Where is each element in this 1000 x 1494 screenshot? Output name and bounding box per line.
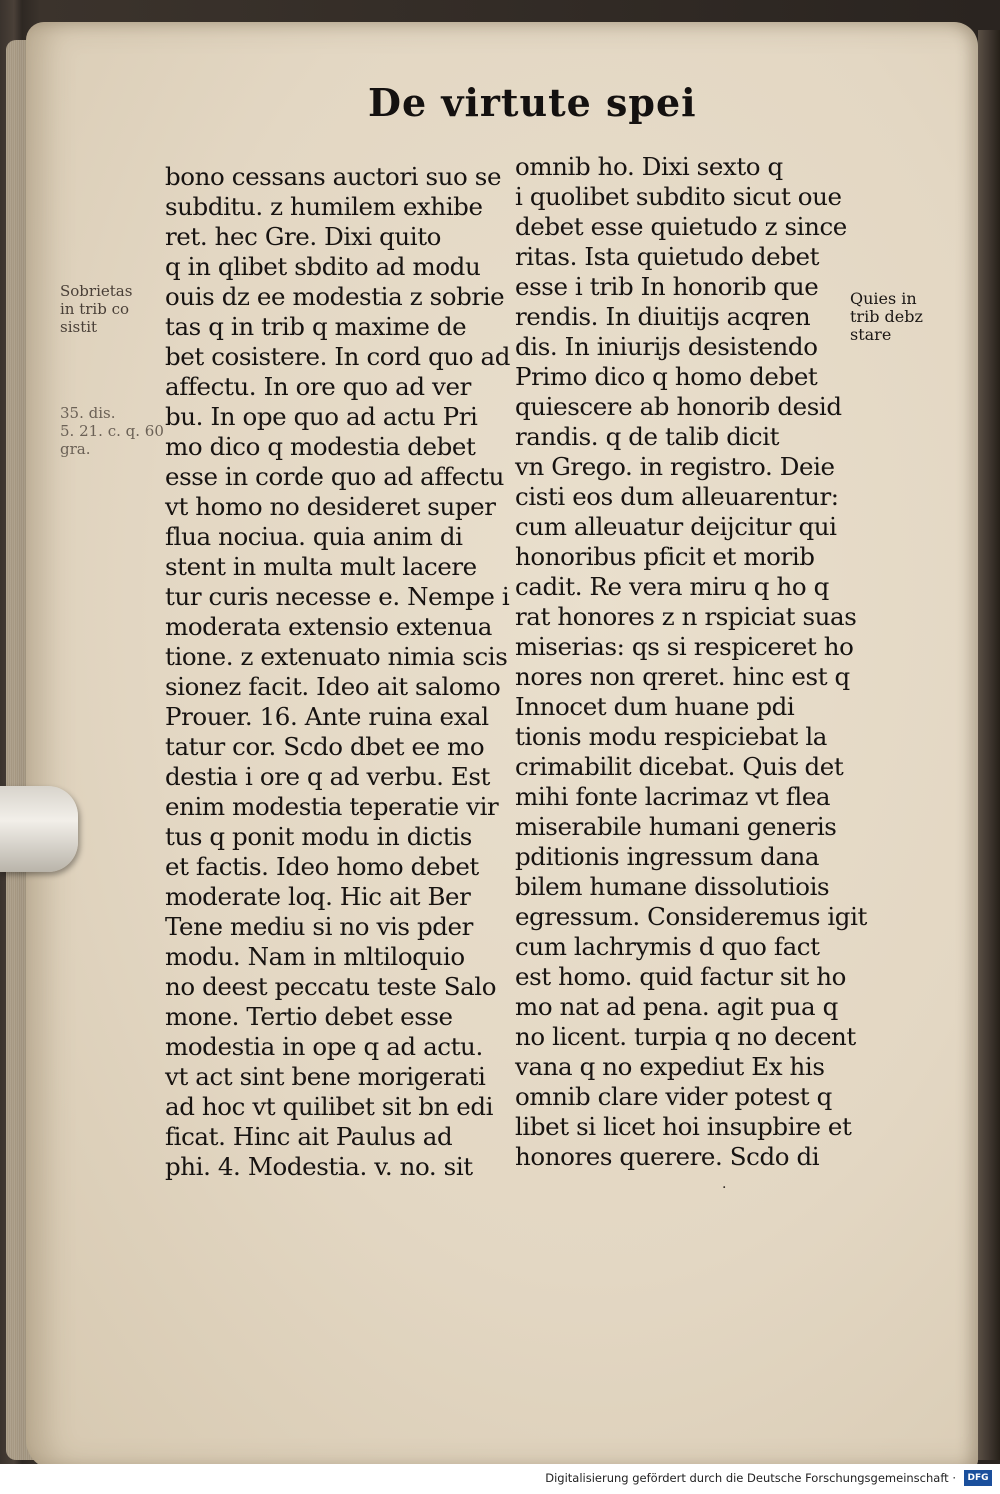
text-line: moderate loq. Hic ait Ber: [165, 882, 471, 911]
text-line: libet si licet hoi insupbire et: [515, 1112, 852, 1141]
text-line: Tene mediu si no vis pder: [165, 912, 473, 941]
text-line: ficat. Hinc ait Paulus ad: [165, 1122, 453, 1151]
text-line: bu. In ope quo ad actu Pri: [165, 402, 478, 431]
dfg-logo: DFG: [964, 1470, 992, 1486]
text-line: moderata extensio extenua: [165, 612, 492, 641]
text-line: bet cosistere. In cord quo ad: [165, 342, 510, 371]
text-line: dis. In iniurijs desistendo: [515, 332, 818, 361]
text-line: bilem humane dissolutiois: [515, 872, 830, 901]
margin-note-line: 5. 21. c. q. 60: [60, 422, 164, 440]
text-line: est homo. quid factur sit ho: [515, 962, 847, 991]
text-line: Innocet dum huane pdi: [515, 692, 795, 721]
ink-mark: ·: [722, 1180, 727, 1196]
text-line: nores non qreret. hinc est q: [515, 662, 850, 691]
text-line: miserias: qs si respiceret ho: [515, 632, 854, 661]
text-line: q in qlibet sbdito ad modu: [165, 252, 481, 281]
text-line: tionis modu respiciebat la: [515, 722, 827, 751]
text-line: stent in multa mult lacere: [165, 552, 477, 581]
text-line: modestia in ope q ad actu.: [165, 1032, 483, 1061]
text-line: omnib ho. Dixi sexto q: [515, 152, 783, 181]
text-line: esse in corde quo ad affectu: [165, 462, 504, 491]
text-line: tas q in trib q maxime de: [165, 312, 467, 341]
text-line: modu. Nam in mltiloquio: [165, 942, 465, 971]
margin-note-left-2: [60, 404, 164, 458]
text-line: vana q no expediut Ex his: [515, 1052, 825, 1081]
text-line: honores querere. Scdo di: [515, 1142, 820, 1171]
text-line: mone. Tertio debet esse: [165, 1002, 453, 1031]
text-line: cadit. Re vera miru q ho q: [515, 572, 829, 601]
text-line: cum alleuatur deijcitur qui: [515, 512, 837, 541]
text-line: mo nat ad pena. agit pua q: [515, 992, 838, 1021]
margin-note-line: 35. dis.: [60, 404, 116, 422]
margin-note-right-1: [850, 290, 923, 344]
text-line: egressum. Consideremus igit: [515, 902, 867, 931]
text-column-left: [165, 162, 510, 1182]
text-line: ad hoc vt quilibet sit bn edi: [165, 1092, 494, 1121]
text-line: cum lachrymis d quo fact: [515, 932, 820, 961]
text-line: ouis dz ee modestia z sobrie: [165, 282, 505, 311]
margin-note-left-1: [60, 282, 132, 336]
text-line: miserabile humani generis: [515, 812, 837, 841]
text-line: omnib clare vider potest q: [515, 1082, 832, 1111]
margin-note-line: Sobrietas: [60, 282, 133, 300]
funding-notice: Digitalisierung gefördert durch die Deutsche Forschungsgemeinschaft ·: [545, 1471, 956, 1485]
text-line: i quolibet subdito sicut oue: [515, 182, 842, 211]
text-line: subditu. z humilem exhibe: [165, 192, 483, 221]
text-line: flua nociua. quia anim di: [165, 522, 463, 551]
text-line: bono cessans auctori suo se: [165, 162, 502, 191]
margin-note-line: gra.: [60, 440, 91, 458]
text-line: et factis. Ideo homo debet: [165, 852, 479, 881]
margin-note-line: sistit: [60, 318, 98, 336]
text-line: enim modestia teperatie vir: [165, 792, 499, 821]
text-line: no licent. turpia q no decent: [515, 1022, 856, 1051]
text-line: phi. 4. Modestia. v. no. sit: [165, 1152, 473, 1181]
text-line: tus q ponit modu in dictis: [165, 822, 472, 851]
text-line: mo dico q modestia debet: [165, 432, 476, 461]
text-line: honoribus pficit et morib: [515, 542, 815, 571]
text-line: Primo dico q homo debet: [515, 362, 818, 391]
text-line: ritas. Ista quietudo debet: [515, 242, 820, 271]
text-column-right: [515, 152, 867, 1172]
running-header: De virtute spei: [368, 80, 697, 125]
text-line: pditionis ingressum dana: [515, 842, 820, 871]
text-line: no deest peccatu teste Salo: [165, 972, 497, 1001]
page-clip: [0, 786, 78, 872]
margin-note-line: in trib co: [60, 300, 130, 318]
margin-note-line: Quies in: [850, 289, 917, 308]
margin-note-line: stare: [850, 325, 892, 344]
text-line: tatur cor. Scdo dbet ee mo: [165, 732, 485, 761]
text-line: ret. hec Gre. Dixi quito: [165, 222, 441, 251]
text-line: Prouer. 16. Ante ruina exal: [165, 702, 489, 731]
text-line: mihi fonte lacrimaz vt flea: [515, 782, 831, 811]
margin-note-line: trib debz: [850, 307, 923, 326]
text-line: vn Grego. in registro. Deie: [515, 452, 835, 481]
text-line: randis. q de talib dicit: [515, 422, 780, 451]
text-line: destia i ore q ad verbu. Est: [165, 762, 490, 791]
text-line: vt act sint bene morigerati: [165, 1062, 486, 1091]
text-line: tione. z extenuato nimia scis: [165, 642, 508, 671]
book-right-edge: [978, 30, 1000, 1460]
text-line: crimabilit dicebat. Quis det: [515, 752, 844, 781]
text-line: tur curis necesse e. Nempe i: [165, 582, 510, 611]
text-line: affectu. In ore quo ad ver: [165, 372, 471, 401]
text-line: cisti eos dum alleuarentur:: [515, 482, 839, 511]
text-line: vt homo no desideret super: [165, 492, 496, 521]
text-line: rendis. In diuitijs acqren: [515, 302, 811, 331]
text-line: quiescere ab honorib desid: [515, 392, 842, 421]
text-line: rat honores z n rspiciat suas: [515, 602, 857, 631]
text-line: esse i trib In honorib que: [515, 272, 819, 301]
text-line: debet esse quietudo z since: [515, 212, 847, 241]
text-line: sionez facit. Ideo ait salomo: [165, 672, 501, 701]
footer-bar: [0, 1464, 1000, 1494]
